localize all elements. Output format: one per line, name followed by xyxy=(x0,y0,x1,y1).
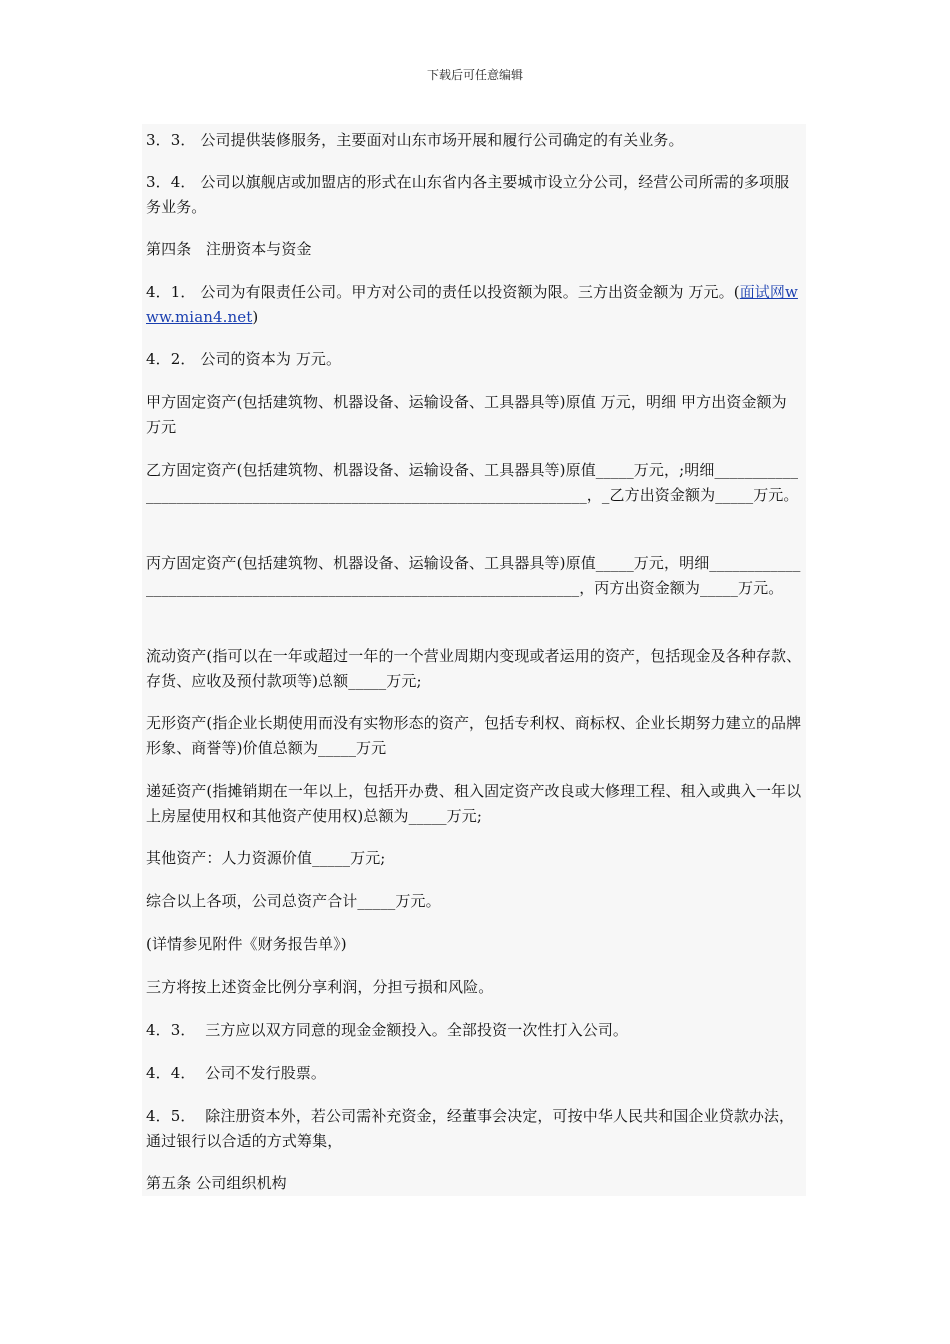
clause-4-4: 4．4． 公司不发行股票。 xyxy=(146,1064,327,1082)
total-assets: 综合以上各项，公司总资产合计_____万元。 xyxy=(146,892,441,910)
clause-3-3: 3．3． 公司提供装修服务，主要面对山东市场开展和履行公司确定的有关业务。 xyxy=(146,131,684,149)
clause-4-1-close: ) xyxy=(252,307,259,326)
page-header: 下载后可任意编辑 xyxy=(426,68,523,82)
attachment-note: (详情参见附件《财务报告单》) xyxy=(146,935,347,953)
intangible-assets: 无形资产(指企业长期使用而没有实物形态的资产，包括专利权、商标权、企业长期努力建立的品牌形象、商誉等)价值总额为_____万元 xyxy=(146,714,802,757)
party-c-fixed-assets: 丙方固定资产(包括建筑物、机器设备、运输设备、工具器具等)原值_____万元，明细_____________________________________________________________________，丙方出资金额为_____万元。 xyxy=(146,554,801,597)
article-4-heading: 第四条 注册资本与资金 xyxy=(146,240,312,258)
clause-3-4: 3．4． 公司以旗舰店或加盟店的形式在山东省内各主要城市设立分公司，经营公司所需的多项服务业务。 xyxy=(146,173,790,216)
current-assets: 流动资产(指可以在一年或超过一年的一个营业周期内变现或者运用的资产，包括现金及各种存款、存货、应收及预付款项等)总额_____万元; xyxy=(146,647,802,690)
clause-4-5: 4．5． 除注册资本外，若公司需补充资金，经董事会决定，可按中华人民共和国企业贷款办法，通过银行以合适的方式筹集， xyxy=(146,1107,795,1150)
document-body xyxy=(142,124,806,1196)
clause-4-1 xyxy=(146,280,804,329)
profit-sharing: 三方将按上述资金比例分享利润，分担亏损和风险。 xyxy=(146,978,494,996)
other-assets: 其他资产：人力资源价值_____万元; xyxy=(146,849,386,867)
deferred-assets: 递延资产(指摊销期在一年以上，包括开办费、租入固定资产改良或大修理工程、租入或典入一年以上房屋使用权和其他资产使用权)总额为_____万元; xyxy=(146,782,802,825)
clause-4-2: 4．2． 公司的资本为 万元。 xyxy=(146,350,342,368)
clause-4-3: 4．3． 三方应以双方同意的现金金额投入。全部投资一次性打入公司。 xyxy=(146,1021,629,1039)
website-link[interactable]: 面试网www.mian4.net xyxy=(146,283,798,326)
clause-4-1-text: 4．1． 公司为有限责任公司。甲方对公司的责任以投资额为限。三方出资金额为 万元。( xyxy=(146,283,740,301)
article-5-heading: 第五条 公司组织机构 xyxy=(146,1174,287,1192)
party-a-fixed-assets: 甲方固定资产(包括建筑物、机器设备、运输设备、工具器具等)原值 万元，明细 甲方出资金额为 万元 xyxy=(146,393,792,436)
party-b-fixed-assets: 乙方固定资产(包括建筑物、机器设备、运输设备、工具器具等)原值_____万元，;明细_____________________________________________________________________，_乙方出资金额为_____万元。 xyxy=(146,461,799,504)
